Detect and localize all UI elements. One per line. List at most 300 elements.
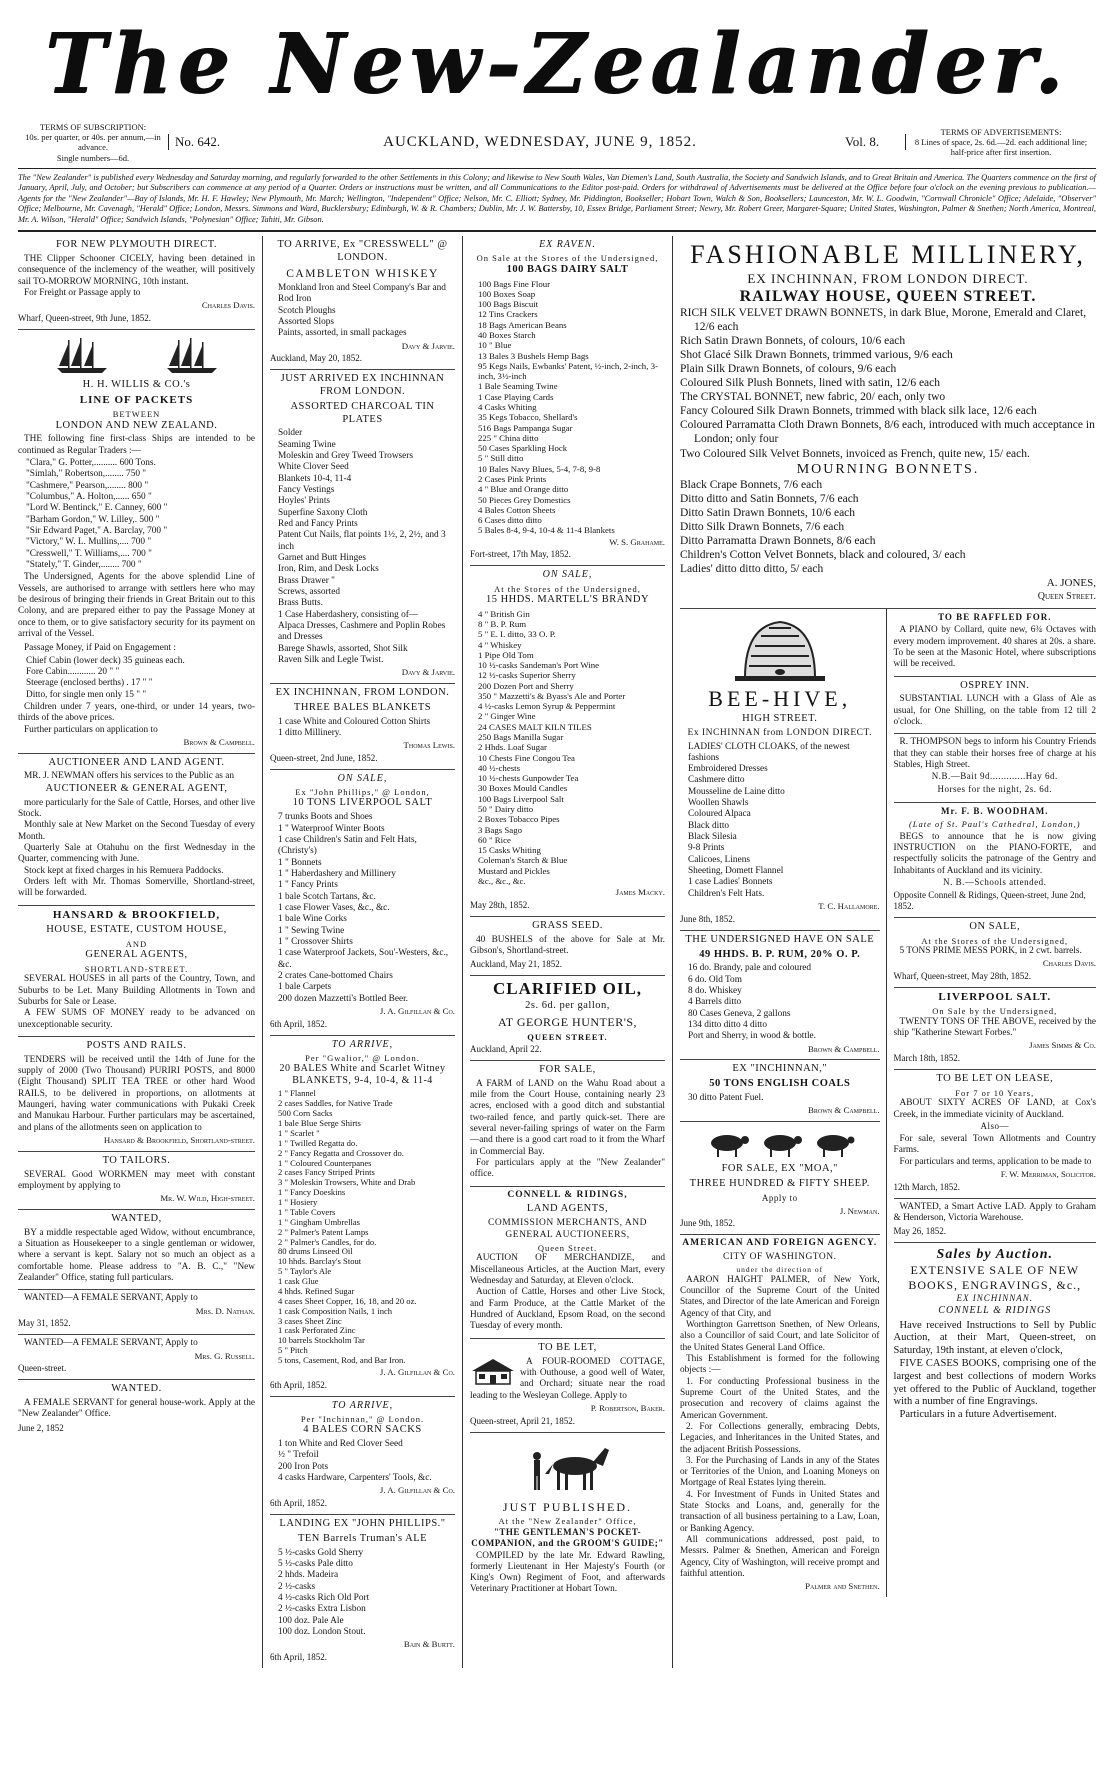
list-item: 1 cask Perforated Zinc: [278, 1325, 356, 1336]
ad-subheading: For 7 or 10 Years,: [955, 1087, 1035, 1098]
ad-subheading: HOUSE, ESTATE, CUSTOM HOUSE,: [46, 923, 227, 935]
ad-date: May 31, 1852.: [18, 1318, 71, 1329]
list-item: 2 crates Cane-bottomed Chairs: [278, 970, 393, 981]
ad-firm: CONNELL & RIDINGS: [938, 1305, 1052, 1317]
list-item: 2 Cases Pink Prints: [478, 473, 547, 484]
list-item: 8 " B. P. Rum: [478, 618, 527, 629]
list-item: 1 Bale Seaming Twine: [478, 381, 558, 392]
list-item: 80 Cases Geneva, 2 gallons: [688, 1008, 791, 1019]
ad-title: THREE HUNDRED & FIFTY SHEEP.: [689, 1177, 870, 1189]
ad-price: 2s. 6d. per gallon,: [525, 1000, 610, 1012]
advertisement-terms-rate: 8 Lines of space, 2s. 6d.—2d. each additional line;: [914, 137, 1088, 148]
column-4: [673, 236, 1096, 1668]
ad-body: 40 BUSHELS of the above for Sale at Mr. Gibson's, Shortland-street.: [470, 934, 665, 957]
list-item: 1 cask Composition Nails, 1 inch: [278, 1305, 393, 1316]
ad-title: 10 TONS LIVERPOOL SALT: [292, 797, 433, 809]
list-item: ½ " Trefoil: [278, 1450, 319, 1461]
list-item: 60 " Rice: [478, 834, 511, 845]
ad-signature: Brown & Campbell.: [808, 1043, 880, 1054]
ad-auction-books: [894, 1243, 1096, 1427]
ad-subheading: GENERAL AGENTS,: [85, 949, 188, 961]
list-item: 4 casks Hardware, Carpenters' Tools, &c.: [278, 1472, 432, 1483]
ad-body: WANTED—A FEMALE SERVANT, Apply to: [24, 1293, 198, 1304]
ad-gwalior: [270, 1036, 455, 1397]
list-item: 1 ton White and Red Clover Seed: [278, 1438, 403, 1449]
list-item: 50 " Dairy ditto: [478, 804, 534, 814]
ad-body: TENDERS will be received until the 14th of June for the supply of 2000 (Two Thousand) PURIRI POSTS, and 8000 (Eight Thousand) SPLIT TEA TREE or other hard Wood RAILS, to be delivered in proportions, on allotments at Maungeri, having water communications with Pukaki Creek and Manukau Harbour. Further particulars may be ascertained, and plans of the allotments seen on application to: [18, 1054, 255, 1133]
ad-heading: TO TAILORS.: [102, 1154, 171, 1166]
list-item: 16 do. Brandy, pale and coloured: [688, 963, 812, 974]
list-item: 4 cases Sheet Copper, 16, 18, and 20 oz.: [278, 1295, 417, 1306]
list-item: Fancy Vestings: [278, 485, 335, 496]
ad-heading: ON SALE,: [969, 920, 1021, 932]
ad-title: 100 BAGS DAIRY SALT: [506, 263, 629, 275]
subscription-terms: [18, 122, 168, 163]
ad-date: Wharf, Queen-street, 9th June, 1852.: [18, 313, 151, 324]
ad-signature: Brown & Campbell.: [183, 736, 255, 747]
ad-signature: Hansard & Brookfield, Shortland-street.: [103, 1134, 255, 1145]
ad-date: May 26, 1852.: [893, 1226, 947, 1237]
list-item: 4 hhds. Refined Sugar: [278, 1285, 355, 1296]
item-list: [470, 609, 665, 887]
ad-willis-packets: [18, 330, 255, 754]
ad-woodham-piano: [894, 803, 1096, 918]
ad-body: BY a middle respectable aged Widow, without encumbrance, a Situation as Housekeeper to a single gentleman or widower, where a servant is kept. Salary not so much an object as a comfortable home. Please address to "A. B. C.," "New Zealander" Office, stating full particulars.: [18, 1227, 255, 1283]
ad-thompson-stables: [894, 734, 1096, 803]
ad-body: A FEMALE SERVANT for general house-work. Apply at the "New Zealander" Office.: [18, 1398, 255, 1420]
list-item: 100 Bags Liverpool Salt: [478, 793, 564, 804]
ad-hansard-brookfield: [18, 906, 255, 1037]
list-item: Coloured Alpaca: [688, 809, 751, 820]
sheep-illustration: [680, 1129, 880, 1159]
ad-wanted-servant-nathan: [18, 1290, 255, 1335]
ad-title: 5 TONS PRIME MESS PORK, in 2 cwt. barrels.: [899, 945, 1082, 956]
list-item: 1 bale Blue Serge Shirts: [278, 1118, 361, 1129]
ad-heading: THE UNDERSIGNED HAVE ON SALE: [685, 933, 875, 945]
ad-body: A FOUR-ROOMED COTTAGE, with Outhouse, a good well of Water, and Orchard; situate near the road leading to the Wesleyan College. Apply to: [470, 1356, 665, 1401]
ad-body: A FEW SUMS OF MONEY ready to be advanced on unexceptionable security.: [18, 1008, 255, 1030]
ad-bee-hive: [680, 609, 880, 930]
ad-signature: James Simms & Co.: [1029, 1040, 1096, 1051]
item-list: [270, 283, 455, 340]
list-item: 500 Corn Sacks: [278, 1108, 333, 1119]
ad-body: WANTED, a Smart Active LAD. Apply to Graham & Henderson, Victoria Warehouse.: [893, 1201, 1096, 1223]
ad-liverpool-salt: [894, 988, 1096, 1070]
item-list: [270, 1548, 455, 1639]
ad-subheading: EX INCHINNAN, FROM LONDON DIRECT.: [747, 270, 1029, 286]
list-item: 2 " Palmer's Patent Lamps: [278, 1226, 369, 1237]
list-item: 2 cases Saddles, for Native Trade: [278, 1098, 393, 1109]
list-item: 1 Case Playing Cards: [478, 391, 554, 402]
ad-heading: AMERICAN AND FOREIGN AGENCY.: [682, 1238, 878, 1249]
list-item: 1 " Hosiery: [278, 1197, 318, 1208]
fare-list: [18, 656, 255, 701]
ad-piano-raffle: [894, 609, 1096, 676]
list-item: 134 ditto ditto 4 ditto: [688, 1020, 768, 1031]
ad-osprey-inn: [894, 677, 1096, 735]
ad-signature: Davy & Jarvie.: [401, 340, 455, 351]
list-item: 2 ½-casks Extra Lisbon: [278, 1604, 366, 1615]
list-item: Steerage (enclosed berths) . 17 " ": [26, 678, 153, 689]
ad-wanted-servant-general: [18, 1380, 255, 1438]
ad-body: SEVERAL Good WORKMEN may meet with constant employment by applying to: [18, 1169, 255, 1191]
ad-date: Auckland, April 22.: [470, 1043, 542, 1054]
ad-body: TWENTY TONS OF THE ABOVE, received by the ship "Katherine Stewart Forbes.": [893, 1016, 1096, 1039]
list-item: 200 Iron Pots: [278, 1461, 329, 1472]
ad-route: LONDON AND NEW ZEALAND.: [55, 419, 218, 431]
ad-connector: BETWEEN: [112, 409, 161, 420]
ad-signature: Charles Davis.: [201, 300, 255, 311]
masthead: [18, 10, 1096, 118]
list-item: "Barham Gordon," W. Lilley,. 500 ": [26, 514, 160, 525]
ad-body: more particularly for the Sale of Cattle, Horses, and other live Stock.: [18, 797, 255, 819]
ad-signature: F. W. Merriman, Solicitor.: [1000, 1168, 1096, 1179]
list-item: Black Crape Bonnets, 7/6 each: [680, 478, 823, 491]
ad-date: Queen-street.: [18, 1363, 67, 1374]
list-item: Raven Silk and Legle Twist.: [278, 654, 384, 665]
ad-heading: EX INCHINNAN, FROM LONDON.: [275, 686, 450, 698]
ad-body: A FARM of LAND on the Wahu Road about a mile from the Court House, containing nearly 23 acres, enclosed with a good ditch and substantial two-railed fence, and partly quick-set. There are several never-failing springs of water on the Farm—and there is a good cart road to it from the Wharf in Commercial Bay.: [470, 1078, 665, 1157]
ad-connector: AND: [125, 938, 148, 949]
list-item: 100 doz. London Stout.: [278, 1626, 366, 1637]
ad-body: Further particulars on application to: [24, 724, 158, 735]
list-item: 5 Bales 8-4, 9-4, 10-4 & 11-4 Blankets: [478, 525, 615, 536]
ad-signature: T. C. Hallamore.: [818, 901, 880, 912]
ad-cottage-to-let: [470, 1339, 665, 1433]
item-list: [270, 1439, 455, 1484]
list-item: 1 Case Haberdashery, consisting of—: [278, 609, 419, 620]
ad-wanted-lad: [894, 1199, 1096, 1244]
ad-date: 6th April, 1852.: [270, 1651, 328, 1662]
ad-date: Wharf, Queen-street, May 28th, 1852.: [893, 971, 1031, 982]
ad-signature: Mrs. G. Russell.: [194, 1350, 255, 1361]
ad-signature: Mrs. D. Nathan.: [195, 1305, 255, 1316]
list-item: Brass Drawer ": [278, 575, 335, 586]
list-item: 1 case Flower Vases, &c., &c.: [278, 902, 390, 913]
column-4-left: [680, 609, 887, 1597]
list-item: 3 cases Sheet Zinc: [278, 1315, 342, 1326]
ad-heading: HANSARD & BROOKFIELD,: [52, 908, 221, 921]
ad-signature-street: Queen Street.: [1037, 591, 1096, 603]
list-item: 200 dozen Mazzetti's Bottled Beer.: [278, 993, 408, 1004]
ship-illustration: [18, 336, 255, 376]
list-item: Red and Fancy Prints: [278, 519, 358, 529]
ad-heading: EX "INCHINNAN,": [732, 1063, 828, 1075]
ad-heading: H. H. WILLIS & CO.'s: [82, 379, 191, 391]
ad-connector: Also—: [980, 1120, 1010, 1131]
list-item: 30 ditto Patent Fuel.: [688, 1092, 764, 1103]
ad-street: HIGH STREET.: [742, 713, 818, 725]
list-item: Coleman's Starch & Blue: [478, 855, 568, 866]
ad-body: AARON HAIGHT PALMER, of New York, Councillor of the Supreme Court of the United States, and Director of the late American and Foreign Agency of that City, and: [680, 1274, 880, 1319]
list-item: 1 case White and Coloured Cotton Shirts: [278, 716, 431, 727]
ad-street: Queen Street.: [537, 1243, 598, 1254]
list-item: 5 ½-casks Pale ditto: [278, 1558, 353, 1569]
subscription-terms-single: Single numbers—6d.: [56, 152, 130, 163]
list-item: 1 " Crossover Shirts: [278, 936, 353, 947]
list-item: Ladies' ditto ditto ditto, 5/ each: [680, 562, 824, 575]
list-item: Seaming Twine: [278, 439, 336, 450]
ad-body: This Establishment is formed for the following objects :—: [680, 1353, 880, 1376]
ad-heading: TO BE RAFFLED FOR.: [938, 612, 1052, 623]
ad-heading: TO BE LET ON LEASE,: [936, 1073, 1054, 1085]
ad-street: QUEEN STREET.: [527, 1031, 608, 1042]
ad-heading: LANDING EX "JOHN PHILLIPS.": [279, 1517, 446, 1529]
column-3: [463, 236, 673, 1668]
ad-heading: ON SALE,: [542, 569, 593, 581]
ad-signature: J. A. Gilfillan & Co.: [379, 1005, 455, 1016]
list-item: 2 Boxes Tobacco Pipes: [478, 814, 560, 825]
list-item: 5 ½-casks Gold Sherry: [278, 1547, 364, 1558]
ad-title: CAMBLETON WHISKEY: [286, 267, 439, 280]
list-item: Paints, assorted, in small packages: [278, 328, 407, 339]
list-item: Children's Cotton Velvet Bonnets, black and coloured, 3/ each: [680, 548, 966, 561]
list-item: 4 ½-casks Rich Old Port: [278, 1592, 370, 1603]
list-item: Ditto Parramatta Drawn Bonnets, 8/6 each: [680, 534, 876, 547]
list-item: 10 Bales Navy Blues, 5-4, 7-8, 9-8: [478, 463, 601, 474]
list-item: Hoyles' Prints: [278, 496, 331, 507]
ad-signature: Thomas Lewis.: [403, 740, 455, 751]
item-list: [680, 742, 880, 901]
list-item: 12 Tins Crackers: [478, 309, 538, 320]
list-item: 100 Bags Biscuit: [478, 299, 539, 310]
ad-heading: TO ARRIVE,: [331, 1399, 394, 1411]
ad-signature: Bain & Burtt.: [403, 1639, 455, 1650]
list-item: 4 Bales Cotton Sheets: [478, 504, 556, 515]
list-item: Embroidered Dresses: [688, 764, 768, 775]
list-item: 10 " Blue: [478, 340, 512, 351]
ad-title: TEN Barrels Truman's ALE: [297, 1532, 428, 1544]
ad-signature: P. Robertson, Baker.: [590, 1402, 665, 1413]
list-item: 1 " Flannel: [278, 1088, 316, 1099]
list-item: 1 bale Carpets: [278, 982, 332, 993]
ad-heading: FASHIONABLE MILLINERY,: [690, 240, 1086, 270]
ad-heading: ON SALE,: [337, 772, 388, 784]
ad-heading: JUST PUBLISHED.: [502, 1499, 633, 1514]
ad-body: WANTED—A FEMALE SERVANT, Apply to: [24, 1338, 198, 1349]
ad-subheading: COMMISSION MERCHANTS, AND GENERAL AUCTIONEERS,: [488, 1217, 647, 1240]
beehive-illustration: [680, 616, 880, 682]
list-item: 10 ½-chests Gunpowder Tea: [478, 773, 579, 784]
ad-body: SUBSTANTIAL LUNCH with a Glass of Ale as usual, for One Shilling, on the table from 12 till 2 o'clock.: [893, 694, 1096, 728]
list-item: Patent Cut Nails, flat points 1½, 2, 2½, and 3 inch: [278, 530, 446, 552]
ad-heading: FOR SALE,: [539, 1063, 596, 1075]
list-item: 40 ½-chests: [478, 762, 521, 773]
ad-title: THREE BALES BLANKETS: [293, 701, 432, 713]
list-item: "Cashmere," Pearson,........ 800 ": [26, 480, 149, 491]
ad-martell-brandy: [470, 566, 665, 917]
ad-signature: W. S. Grahame.: [609, 536, 665, 547]
ad-newman-auctioneer: [18, 754, 255, 906]
ad-date: Fort-street, 17th May, 1852.: [470, 549, 571, 560]
ad-subheading: On Sale at the Stores of the Undersigned,: [476, 253, 659, 264]
list-item: Chief Cabin (lower deck) 35 guineas each.: [26, 655, 185, 666]
ad-subheading: LINE OF PACKETS: [79, 393, 194, 406]
subscription-terms-heading: TERMS OF SUBSCRIPTION:: [39, 122, 147, 132]
ad-just-published: [470, 1433, 665, 1601]
list-item: 1 " Coloured Counterpanes: [278, 1157, 372, 1168]
list-item: Coloured Silk Plush Bonnets, lined with satin, 12/6 each: [680, 377, 941, 390]
item-list: [680, 963, 880, 1042]
list-item: Superfine Saxony Cloth: [278, 507, 368, 518]
mourning-bonnet-list: [680, 478, 1096, 576]
list-item: 10 barrels Stockholm Tar: [278, 1335, 365, 1346]
ad-body: Worthington Garrettson Snethen, of New Orleans, also a Councillor of said Court, and late Solicitor of the United States General Land Office.: [680, 1319, 880, 1353]
list-item: 2 Hhds. Loaf Sugar: [478, 742, 547, 753]
ad-title: CLARIFIED OIL,: [492, 979, 643, 999]
list-item: 1 case Waterproof Jackets, Sou'-Westers, &c., &c.: [278, 948, 449, 970]
ad-date: Queen-street, 2nd June, 1852.: [270, 752, 378, 763]
list-item: Calicoes, Linens: [688, 854, 750, 865]
list-item: Mustard and Pickles: [478, 865, 550, 876]
ad-signature: Brown & Campbell.: [808, 1105, 880, 1116]
list-item: "Cresswell," T. Williams,.... 700 ": [26, 548, 152, 559]
list-item: Brass Butts.: [278, 598, 323, 609]
ad-american-agency: [680, 1235, 880, 1597]
ad-fashionable-millinery: [680, 236, 1096, 609]
issue-date: AUCKLAND, WEDNESDAY, JUNE 9, 1852.: [383, 133, 697, 150]
list-item: 2 " Ginger Wine: [478, 711, 536, 722]
horse-illustration: [470, 1440, 665, 1496]
list-item: Monkland Iron and Steel Company's Bar and Rod Iron: [278, 282, 446, 305]
list-item: Shot Glacé Silk Drawn Bonnets, trimmed various, 9/6 each: [680, 349, 953, 362]
ad-title: 20 BALES White and Scarlet Witney BLANKETS, 9-4, 10-4, & 11-4: [279, 1063, 446, 1087]
list-item: 1 " Scarlet ": [278, 1127, 320, 1138]
ad-heading: CONNELL & RIDINGS,: [507, 1189, 628, 1200]
ad-body: Particulars in a future Advertisement.: [899, 1409, 1057, 1421]
ad-wanted-housekeeper: [18, 1210, 255, 1290]
ad-heading: LIVERPOOL SALT.: [938, 991, 1052, 1003]
ad-body: For Freight or Passage apply to: [24, 288, 141, 299]
list-item: 6 Cases ditto ditto: [478, 515, 542, 526]
list-item: Woollen Shawls: [688, 798, 749, 809]
ad-body: R. THOMPSON begs to inform his Country Friends that they can stable their horses free of charge at his Stables, High Street.: [893, 737, 1096, 771]
list-item: 3 " Moleskin Trowsers, White and Drab: [278, 1177, 416, 1188]
list-item: 4 Barrels ditto: [688, 997, 742, 1008]
ad-note: Horses for the night, 2s. 6d.: [937, 784, 1053, 795]
list-item: Black Silesia: [688, 832, 737, 843]
ad-date: 6th April, 1852.: [270, 1018, 328, 1029]
list-item: Children's Felt Hats.: [688, 888, 765, 899]
ad-heading: WANTED,: [111, 1212, 162, 1224]
ad-title: 4 BALES CORN SACKS: [303, 1424, 422, 1436]
list-item: 5 " E. I. ditto, 33 O. P.: [478, 629, 556, 640]
item-list: [470, 279, 665, 536]
columns: [18, 236, 1096, 1668]
ad-subheading: At the Stores of the Undersigned,: [921, 935, 1069, 946]
ad-heading: POSTS AND RAILS.: [86, 1039, 187, 1051]
list-item: 100 Bags Fine Flour: [478, 278, 551, 289]
list-item: 1 " Bonnets: [278, 857, 322, 868]
issue-number: No. 642.: [168, 134, 235, 150]
ad-body: Have received Instructions to Sell by Public Auction, at their Mart, Queen-street, on Saturday, 19th instant, at eleven o'clock,: [893, 1319, 1096, 1357]
ad-body: Orders left with Mr. Thomas Somerville, Shortland-street, will be forwarded.: [18, 876, 255, 899]
ad-body: Stock kept at fixed charges in his Remuera Paddocks.: [24, 865, 224, 876]
ad-heading: WANTED.: [111, 1383, 162, 1395]
ad-subheading: (Late of St. Paul's Cathedral, London,): [908, 819, 1081, 830]
list-item: Assorted Slops: [278, 316, 335, 327]
list-item: 15 Casks Whiting: [478, 845, 541, 856]
ad-date: Auckland, May 21, 1852.: [470, 959, 562, 970]
ad-date: June 8th, 1852.: [680, 913, 735, 924]
list-item: 9-8 Prints: [688, 843, 725, 854]
ad-subheading: On Sale by the Undersigned,: [932, 1006, 1058, 1017]
list-item: Ditto Silk Drawn Bonnets, 7/6 each: [680, 520, 845, 533]
ad-body: FIVE CASES BOOKS, comprising one of the largest and best collections of modern Works yet offered to the Public of Auckland, together with a number of fine Engravings.: [893, 1358, 1096, 1408]
list-item: Ditto, for single men only 15 " ": [26, 689, 147, 700]
ad-blankets: [270, 684, 455, 770]
ad-signature: A. JONES,: [1046, 576, 1096, 589]
ad-heading: JUST ARRIVED EX INCHINNAN FROM LONDON.: [280, 373, 445, 397]
ad-rum: [680, 931, 880, 1061]
list-item: 1 " Gingham Umbrellas: [278, 1216, 361, 1227]
ad-heading: TO BE LET,: [538, 1341, 597, 1353]
ad-date: 6th April, 1852.: [270, 1498, 328, 1509]
ad-body: For sale, several Town Allotments and Country Farms.: [893, 1133, 1096, 1156]
cottage-illustration: [470, 1357, 516, 1385]
list-item: Moleskin and Grey Tweed Trowsers: [278, 451, 414, 462]
column-2: [263, 236, 463, 1668]
ad-title: 50 TONS ENGLISH COALS: [709, 1078, 851, 1090]
list-item: 1 " Fancy Doeskins: [278, 1187, 346, 1198]
ad-subheading: Ex INCHINNAN from LONDON DIRECT.: [687, 727, 872, 738]
ad-heading: FOR NEW PLYMOUTH DIRECT.: [55, 239, 218, 251]
list-item: 5 " Still ditto: [478, 453, 524, 464]
list-item: 18 Bags American Beans: [478, 319, 567, 330]
ad-english-coals: [680, 1060, 880, 1122]
ad-date: 6th April, 1852.: [270, 1379, 328, 1390]
list-item: 2 hhds. Madeira: [278, 1570, 339, 1581]
ad-signature: Mr. W. Wild, High-street.: [160, 1193, 255, 1204]
ad-body: Quarterly Sale at Otahuhu on the first Wednesday in the Quarter, commencing with June.: [18, 842, 255, 865]
ad-signature: Palmer and Snethen.: [805, 1581, 880, 1592]
ad-heading: GRASS SEED.: [532, 919, 603, 931]
list-item: 50 Pieces Grey Domestics: [478, 494, 571, 505]
ad-body: AUCTION OF MERCHANDIZE, and Miscellaneous Articles, at the Auction Mart, every Wednesday and Saturday, at Eleven o'clock.: [470, 1253, 665, 1287]
ad-new-plymouth: [18, 236, 255, 330]
ad-date: June 9th, 1852.: [680, 1218, 735, 1229]
ad-corn-sacks: [270, 1397, 455, 1515]
ad-body: Children under 7 years, one-third, or under 14 years, two-thirds of the above prices.: [18, 701, 255, 724]
advertisement-terms-note: half-price after first insertion.: [950, 147, 1052, 158]
ad-body: MR. J. NEWMAN offers his services to the Public as an: [24, 771, 235, 782]
list-item: 4 " Blue and Orange ditto: [478, 484, 569, 495]
ad-subheading: At the Stores of the Undersigned,: [494, 583, 641, 594]
ad-subheading: LAND AGENTS,: [526, 1203, 609, 1215]
list-item: Rich Satin Drawn Bonnets, of colours, 10/6 each: [680, 335, 906, 348]
ad-body: All communications addressed, post paid, to Messrs. Palmer & Snethen, American and Foreign Agency, City of Washington, will receive prompt and faithful attention.: [680, 1535, 880, 1580]
list-item: 100 Boxes Soap: [478, 288, 536, 299]
advertisement-terms-heading: TERMS OF ADVERTISEMENTS:: [940, 127, 1062, 138]
list-item: 6 do. Old Tom: [688, 974, 742, 985]
item-list: [270, 717, 455, 740]
list-item: Solder: [278, 428, 303, 439]
ad-body: THE Clipper Schooner CICELY, having been detained in consequence of the inclemency of the weather, will positively sail TO-MORROW MORNING, 10th instant.: [18, 254, 255, 287]
ad-heading: TO ARRIVE, Ex "CRESSWELL" @ LONDON.: [277, 239, 448, 264]
passage-heading: Passage Money, if Paid on Engagement :: [24, 643, 176, 654]
list-item: 5 " Pitch: [278, 1345, 308, 1356]
newspaper-page: [18, 10, 1096, 1782]
ad-subheading: EX INCHINNAN.: [956, 1292, 1034, 1303]
ad-cresswell: [270, 236, 455, 370]
ad-to-tailors: [18, 1152, 255, 1210]
list-item: 4 " British Gin: [478, 608, 530, 619]
list-item: LADIES' CLOTH CLOAKS, of the newest fashions: [688, 741, 850, 763]
list-item: "Clara," G. Potter,.......... 600 Tons.: [26, 458, 156, 469]
list-item: 30 Boxes Mould Candles: [478, 783, 568, 794]
list-item: 5 " Taylor's Ale: [278, 1266, 332, 1277]
ad-body: Apply to: [761, 1192, 798, 1203]
